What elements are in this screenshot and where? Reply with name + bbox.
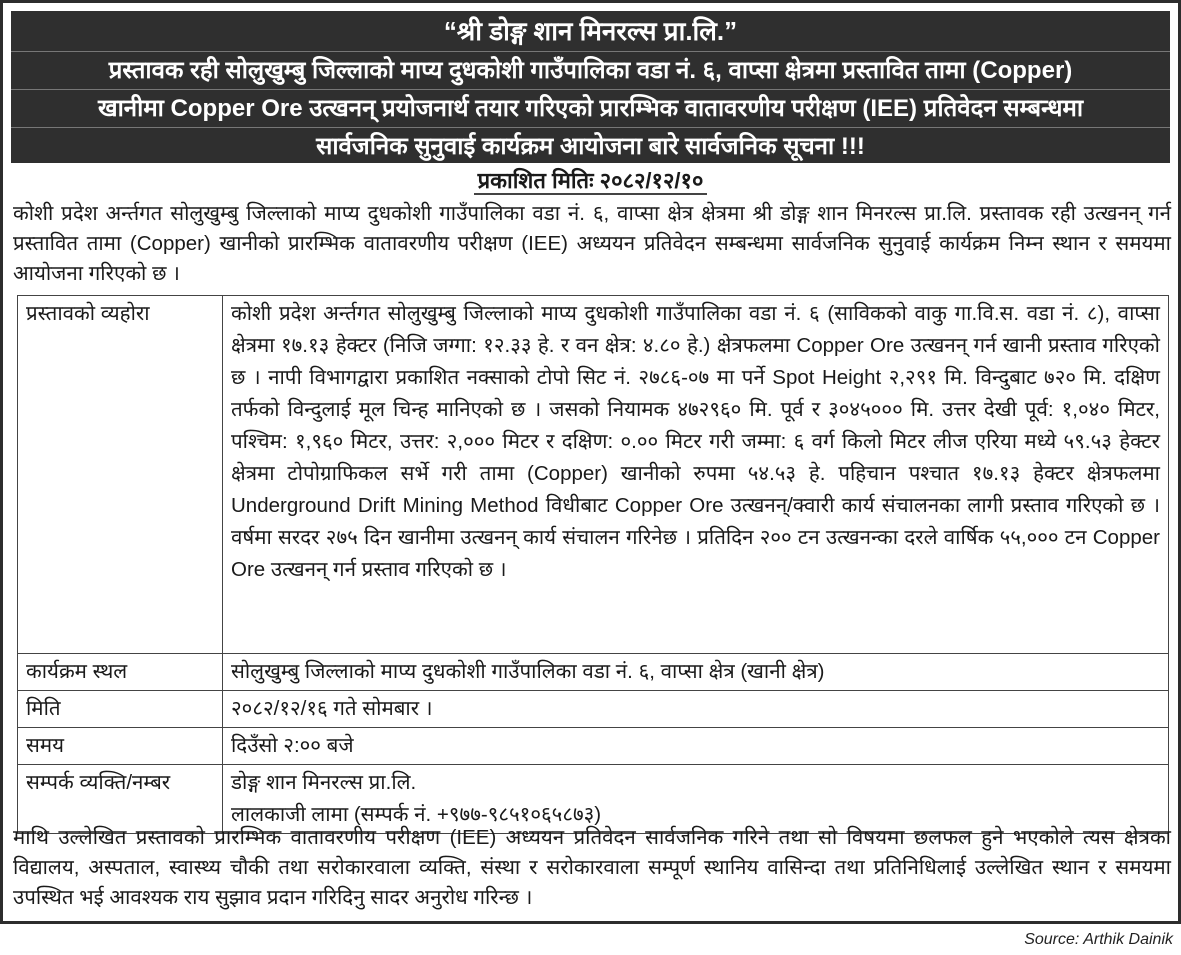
row-label: मिति (18, 691, 223, 728)
details-table (17, 295, 1169, 834)
contact-company: डोङ्ग शान मिनरल्स प्रा.लि. (231, 771, 417, 794)
company-title: “श्री डोङ्ग शान मिनरल्स प्रा.लि.” (11, 11, 1170, 52)
row-value: सोलुखुम्बु जिल्लाको माप्य दुधकोशी गाउँपालिका वडा नं. ६, वाप्सा क्षेत्र (खानी क्षेत्र) (223, 654, 1169, 691)
row-label: सम्पर्क व्यक्ति/नम्बर (18, 765, 223, 834)
row-value: दिउँसो २:०० बजे (223, 728, 1169, 765)
header-line: प्रस्तावक रही सोलुखुम्बु जिल्लाको माप्य दुधकोशी गाउँपालिका वडा नं. ६, वाप्सा क्षेत्रमा प्रस्तावित तामा (Copper) (11, 52, 1170, 90)
table-row (18, 728, 1169, 765)
table-row (18, 691, 1169, 728)
row-label: कार्यक्रम स्थल (18, 654, 223, 691)
row-label: समय (18, 728, 223, 765)
table-row (18, 296, 1169, 654)
intro-paragraph: कोशी प्रदेश अर्न्तगत सोलुखुम्बु जिल्लाको माप्य दुधकोशी गाउँपालिका वडा नं. ६, वाप्सा क्षेत्र क्षेत्रमा श्री डोङ्ग शान मिनरल्स प्रा.लि. प्रस्तावक रही उत्खनन् गर्न प्रस्तावित तामा (Copper) खानीको प्रारम्भिक वातावरणीय परीक्षण (IEE) अध्ययन प्रतिवेदन सम्बन्धमा सार्वजनिक सुनुवाई कार्यक्रम निम्न स्थान र समयमा आयोजना गरिएको छ । (13, 202, 1171, 285)
header-line: खानीमा Copper Ore उत्खनन् प्रयोजनार्थ तयार गरिएको प्रारम्भिक वातावरणीय परीक्षण (IEE) प्रतिवेदन सम्बन्धमा (11, 90, 1170, 128)
header-line: सार्वजनिक सुनुवाई कार्यक्रम आयोजना बारे सार्वजनिक सूचना !!! (316, 133, 865, 160)
row-label: प्रस्तावको व्यहोरा (18, 296, 223, 654)
contact-person: लालकाजी लामा (सम्पर्क नं. +९७७-९८५१०६५८७३) (231, 803, 602, 826)
table-row (18, 654, 1169, 691)
row-value: २०८२/१२/१६ गते सोमबार । (223, 691, 1169, 728)
notice-header (11, 11, 1170, 163)
row-value: कोशी प्रदेश अर्न्तगत सोलुखुम्बु जिल्लाको माप्य दुधकोशी गाउँपालिका वडा नं. ६ (साविकको वाकु गा.वि.स. वडा नं. ८), वाप्सा क्षेत्रमा १७.१३ हेक्टर (निजि जग्गा: १२.३३ हे. र वन क्षेत्र: ४.८० हे.) क्षेत्रफलमा Copper Ore उत्खनन् गर्न खानी प्रस्ताव गरिएको छ । नापी विभागद्वारा प्रकाशित नक्साको टोपो सिट नं. २७८६-०७ मा पर्ने Spot Height २,२९१ मि. विन्दुबाट ७२० मि. दक्षिण तर्फको विन्दुलाई मूल चिन्ह मानिएको छ । जसको नियामक ४७२९६० मि. पूर्व र ३०४५००० मि. उत्तर देखी पूर्व: १,०४० मिटर, पश्चिम: १,९६० मिटर, उत्तर: २,००० मिटर र दक्षिण: ०.०० मिटर गरी जम्मा: ६ वर्ग किलो मिटर लीज एरिया मध्ये ५९.५३ हेक्टर क्षेत्रमा टोपोग्राफिकल सर्भे गरी तामा (Copper) खानीको रुपमा ५४.५३ हे. पहिचान पश्चात १७.१३ हेक्टर क्षेत्रफलमा Underground Drift Mining Method विधीबाट Copper Ore उत्खनन्/क्वारी कार्य संचालनका लागी प्रस्ताव गरिएको छ । वर्षमा सरदर २७५ दिन खानीमा उत्खनन् कार्य संचालन गरिनेछ । प्रतिदिन २०० टन उत्खनन्का दरले वार्षिक ५५,००० टन Copper Ore उत्खनन् गर्न प्रस्ताव गरिएको छ । (223, 296, 1169, 654)
published-date-text: प्रकाशित मितिः २०८२/१२/१० (474, 168, 708, 195)
published-date (3, 165, 1178, 195)
closing-paragraph: माथि उल्लेखित प्रस्तावको प्रारम्भिक वातावरणीय परीक्षण (IEE) अध्ययन प्रतिवेदन सार्वजनिक गरिने तथा सो विषयमा छलफल हुने भएकोले त्यस क्षेत्रका विद्यालय, अस्पताल, स्वास्थ्य चौकी तथा सरोकारवाला व्यक्ति, संस्था र सरोकारवाला सम्पूर्ण स्थानिय वासिन्दा तथा प्रतिनिधिलाई उल्लेखित स्थान र समयमा उपस्थित भई आवश्यक राय सुझाव प्रदान गरिदिनु सादर अनुरोध गरिन्छ । (13, 826, 1171, 909)
source-credit: Source: Arthik Dainik (1024, 931, 1173, 948)
